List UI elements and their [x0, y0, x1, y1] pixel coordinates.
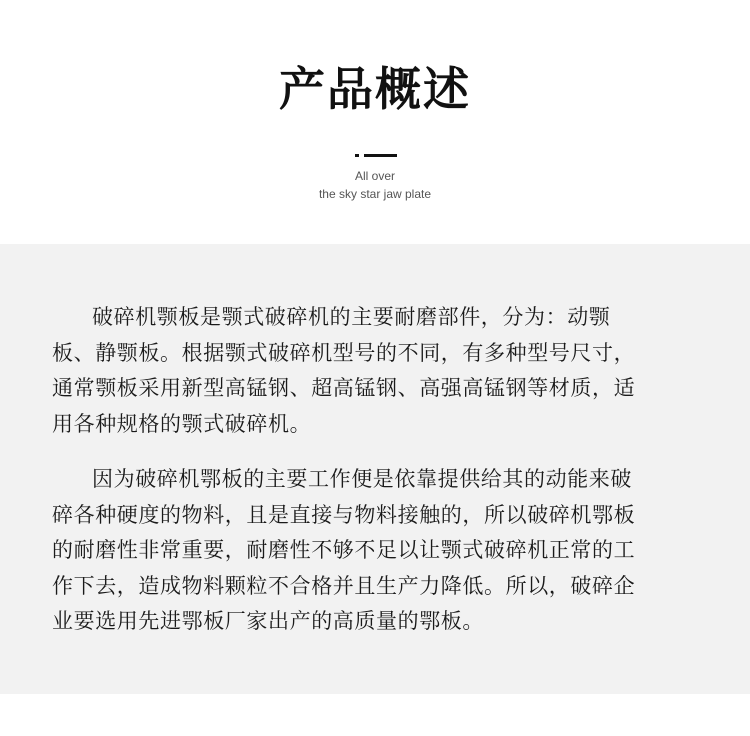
divider-bar — [364, 154, 397, 157]
paragraph-line: 用各种规格的颚式破碎机。 — [52, 411, 312, 436]
paragraph-1 — [52, 300, 704, 442]
subtitle-line-2: the sky star jaw plate — [318, 187, 432, 201]
paragraph-line: 业要选用先进鄂板厂家出产的高质量的鄂板。 — [52, 609, 484, 633]
paragraph-line: 破碎机颚板是颚式破碎机的主要耐磨部件，分为：动颚 — [92, 305, 611, 329]
page-title: 产品概述 — [279, 62, 471, 116]
paragraph-line: 的耐磨性非常重要，耐磨性不够不足以让颚式破碎机正常的工 — [52, 538, 636, 562]
paragraph-line: 板、静颚板。根据颚式破碎机型号的不同，有多种型号尺寸， — [52, 340, 636, 365]
paragraph-2 — [52, 462, 704, 640]
paragraph-line: 因为破碎机鄂板的主要工作便是依靠提供给其的动能来破 — [92, 467, 632, 491]
header-section — [0, 0, 750, 244]
paragraph-line: 作下去，造成物料颗粒不合格并且生产力降低。所以，破碎企 — [52, 573, 636, 598]
paragraph-line: 通常颚板采用新型高锰钢、超高锰钢、高强高锰钢等材质，适 — [52, 376, 636, 400]
subtitle-line-1: All over — [354, 169, 395, 183]
divider-dot — [355, 154, 359, 157]
paragraph-line: 碎各种硬度的物料，且是直接与物料接触的，所以破碎机鄂板 — [52, 502, 636, 527]
title-divider — [355, 154, 397, 157]
content-section — [0, 244, 750, 694]
